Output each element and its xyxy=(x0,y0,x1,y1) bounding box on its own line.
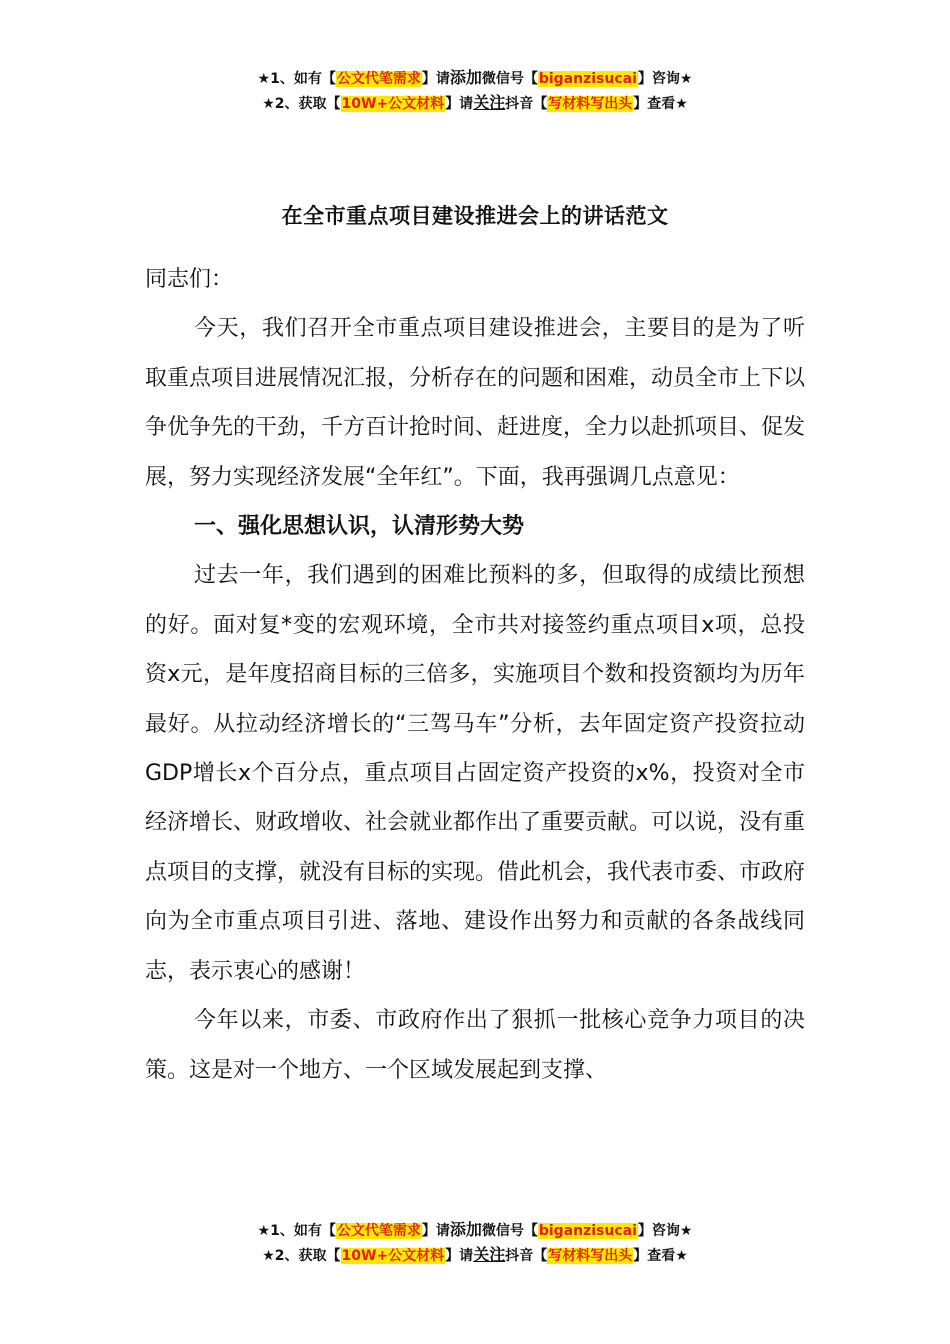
paragraph-review: 过去一年，我们遇到的困难比预料的多，但取得的成绩比预想的好。面对复*变的宏观环境，全市共对接签约重点项目x项，总投资x元，是年度招商目标的三倍多，实施项目个数和投资额均为历年最好。从拉动经济增长的“三驾马车”分析，去年固定资产投资拉动GDP增长x个百分点，重点项目占固定资产投资的x%，投资对全市经济增长、财政增收、社会就业都作出了重要贡献。可以说，没有重点项目的支撑，就没有目标的实现。借此机会，我代表市委、市政府向为全市重点项目引进、落地、建设作出努力和贡献的各条战线同志，表示衷心的感谢！ xyxy=(145,563,806,984)
document-title: 在全市重点项目建设推进会上的讲话范文 xyxy=(281,204,669,228)
highlight-douyin-name: 写材料写出头 xyxy=(548,96,633,112)
emphasis-follow: 关注 xyxy=(473,93,506,112)
highlight-wechat-id: biganzisucai xyxy=(538,71,637,87)
promo-line-1-bottom: ★1、如有【公文代笔需求】请添加微信号【biganzisucai】咨询★ xyxy=(257,1220,693,1239)
emphasis-add: 添加 xyxy=(449,68,482,87)
emphasis-add: 添加 xyxy=(449,1220,482,1239)
highlight-wechat-id: biganzisucai xyxy=(538,1223,637,1239)
emphasis-follow: 关注 xyxy=(473,1245,506,1264)
paragraph-intro: 今天，我们召开全市重点项目建设推进会，主要目的是为了听取重点项目进展情况汇报，分析存在的问题和困难，动员全市上下以争优争先的干劲，千方百计抢时间、赶进度，全力以赴抓项目、促发展，努力实现经济发展“全年红”。下面，我再强调几点意见： xyxy=(145,316,806,490)
promo-line-2: ★2、获取【10W+公文材料】请关注抖音【写材料写出头】查看★ xyxy=(262,93,688,112)
document-body xyxy=(145,255,805,1095)
highlight-douyin-name: 写材料写出头 xyxy=(548,1248,633,1264)
section-heading-1: 一、强化思想认识，认清形势大势 xyxy=(194,514,525,540)
highlight-service: 公文代笔需求 xyxy=(336,1223,421,1239)
promo-line-1: ★1、如有【公文代笔需求】请添加微信号【biganzisucai】咨询★ xyxy=(257,68,693,87)
promo-line-2-bottom: ★2、获取【10W+公文材料】请关注抖音【写材料写出头】查看★ xyxy=(262,1245,688,1264)
highlight-materials: 10W+公文材料 xyxy=(341,96,445,112)
highlight-service: 公文代笔需求 xyxy=(336,71,421,87)
promo-banner-bottom xyxy=(0,1218,950,1268)
promo-banner-top xyxy=(0,66,950,116)
paragraph-decision: 今年以来，市委、市政府作出了狠抓一批核心竞争力项目的决策。这是对一个地方、一个区域发展起到支撑、 xyxy=(145,1008,805,1083)
highlight-materials: 10W+公文材料 xyxy=(341,1248,445,1264)
salutation: 同志们： xyxy=(145,267,234,292)
